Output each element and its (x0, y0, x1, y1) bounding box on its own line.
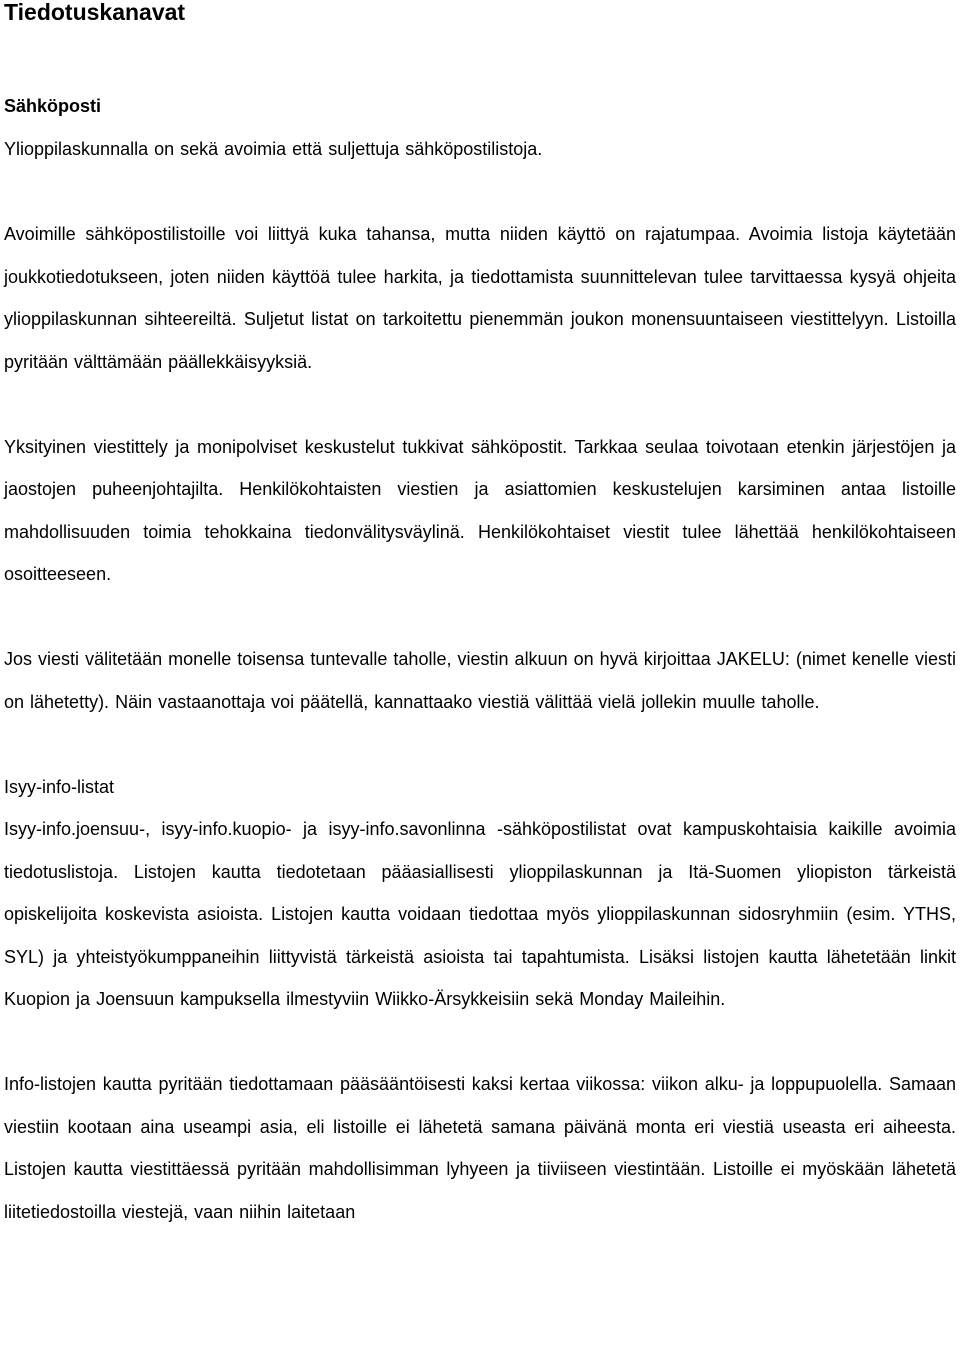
section-heading-email: Sähköposti (4, 96, 102, 116)
paragraph-open-lists: Avoimille sähköpostilistoille voi liittyä kuka tahansa, mutta niiden käyttö on rajatumpaa. Avoimia listoja käytetään joukkotiedotukseen, joten niiden käyttöä tulee harkita, ja tiedottamista suunnittelevan tulee tarvittaessa kysyä ohjeita ylioppilaskunnan sihteereiltä. Suljetut listat on tarkoitettu pienemmän joukon monensuuntaiseen viestittelyyn. Listoilla pyritään välttämään päällekkäisyyksiä. (4, 224, 956, 372)
paragraph-distribution: Jos viesti välitetään monelle toisensa tuntevalle taholle, viestin alkuun on hyvä kirjoittaa JAKELU: (nimet kenelle viesti on lähetetty). Näin vastaanottaja voi päätellä, kannattaako viestiä välittää vielä jollekin muulle taholle. (4, 649, 956, 712)
document-page (4, 0, 956, 1233)
document-title: Tiedotuskanavat (4, 0, 186, 25)
paragraph-spacer (4, 383, 956, 426)
subheading-isyy-info: Isyy-info-listat (4, 776, 115, 797)
paragraph-spacer (4, 1021, 956, 1064)
paragraph-info-frequency: Info-listojen kautta pyritään tiedottamaan pääsääntöisesti kaksi kertaa viikossa: viikon alku- ja loppupuolella. Samaan viestiin kootaan aina useampi asia, eli listoille ei lähetetä samana päivänä monta eri viestiä useasta eri aiheesta. Listojen kautta viestittäessä pyritään mahdollisimman lyhyeen ja tiiviiseen viestintään. Listoille ei myöskään lähetetä liitetiedostoilla viestejä, vaan niihin laitetaan (4, 1074, 956, 1222)
paragraph-spacer (4, 723, 956, 766)
paragraph-campus-lists: Isyy-info.joensuu-, isyy-info.kuopio- ja isyy-info.savonlinna -sähköpostilistat ovat kampuskohtaisia kaikille avoimia tiedotuslistoja. Listojen kautta tiedotetaan pääasiallisesti ylioppilaskunnan ja Itä-Suomen yliopiston tärkeistä opiskelijoita koskevista asioista. Listojen kautta voidaan tiedottaa myös ylioppilaskunnan sidosryhmiin (esim. YTHS, SYL) ja yhteistyökumppaneihin liittyvistä tärkeistä asioista tai tapahtumista. Lisäksi listojen kautta lähetetään linkit Kuopion ja Joensuun kampuksella ilmestyviin Wiikko-Ärsykkeisiin sekä Monday Maileihin. (4, 819, 956, 1009)
paragraph-spacer (4, 596, 956, 639)
paragraph-intro: Ylioppilaskunnalla on sekä avoimia että suljettuja sähköpostilistoja. (4, 139, 543, 159)
paragraph-private-messages: Yksityinen viestittely ja monipolviset keskustelut tukkivat sähköpostit. Tarkkaa seulaa toivotaan etenkin järjestöjen ja jaostojen puheenjohtajilta. Henkilökohtaisten viestien ja asiattomien keskustelujen karsiminen antaa listoille mahdollisuuden toimia tehokkaina tiedonvälitysväylinä. Henkilökohtaiset viestit tulee lähettää henkilökohtaiseen osoitteeseen. (4, 436, 956, 584)
paragraph-spacer (4, 171, 956, 214)
